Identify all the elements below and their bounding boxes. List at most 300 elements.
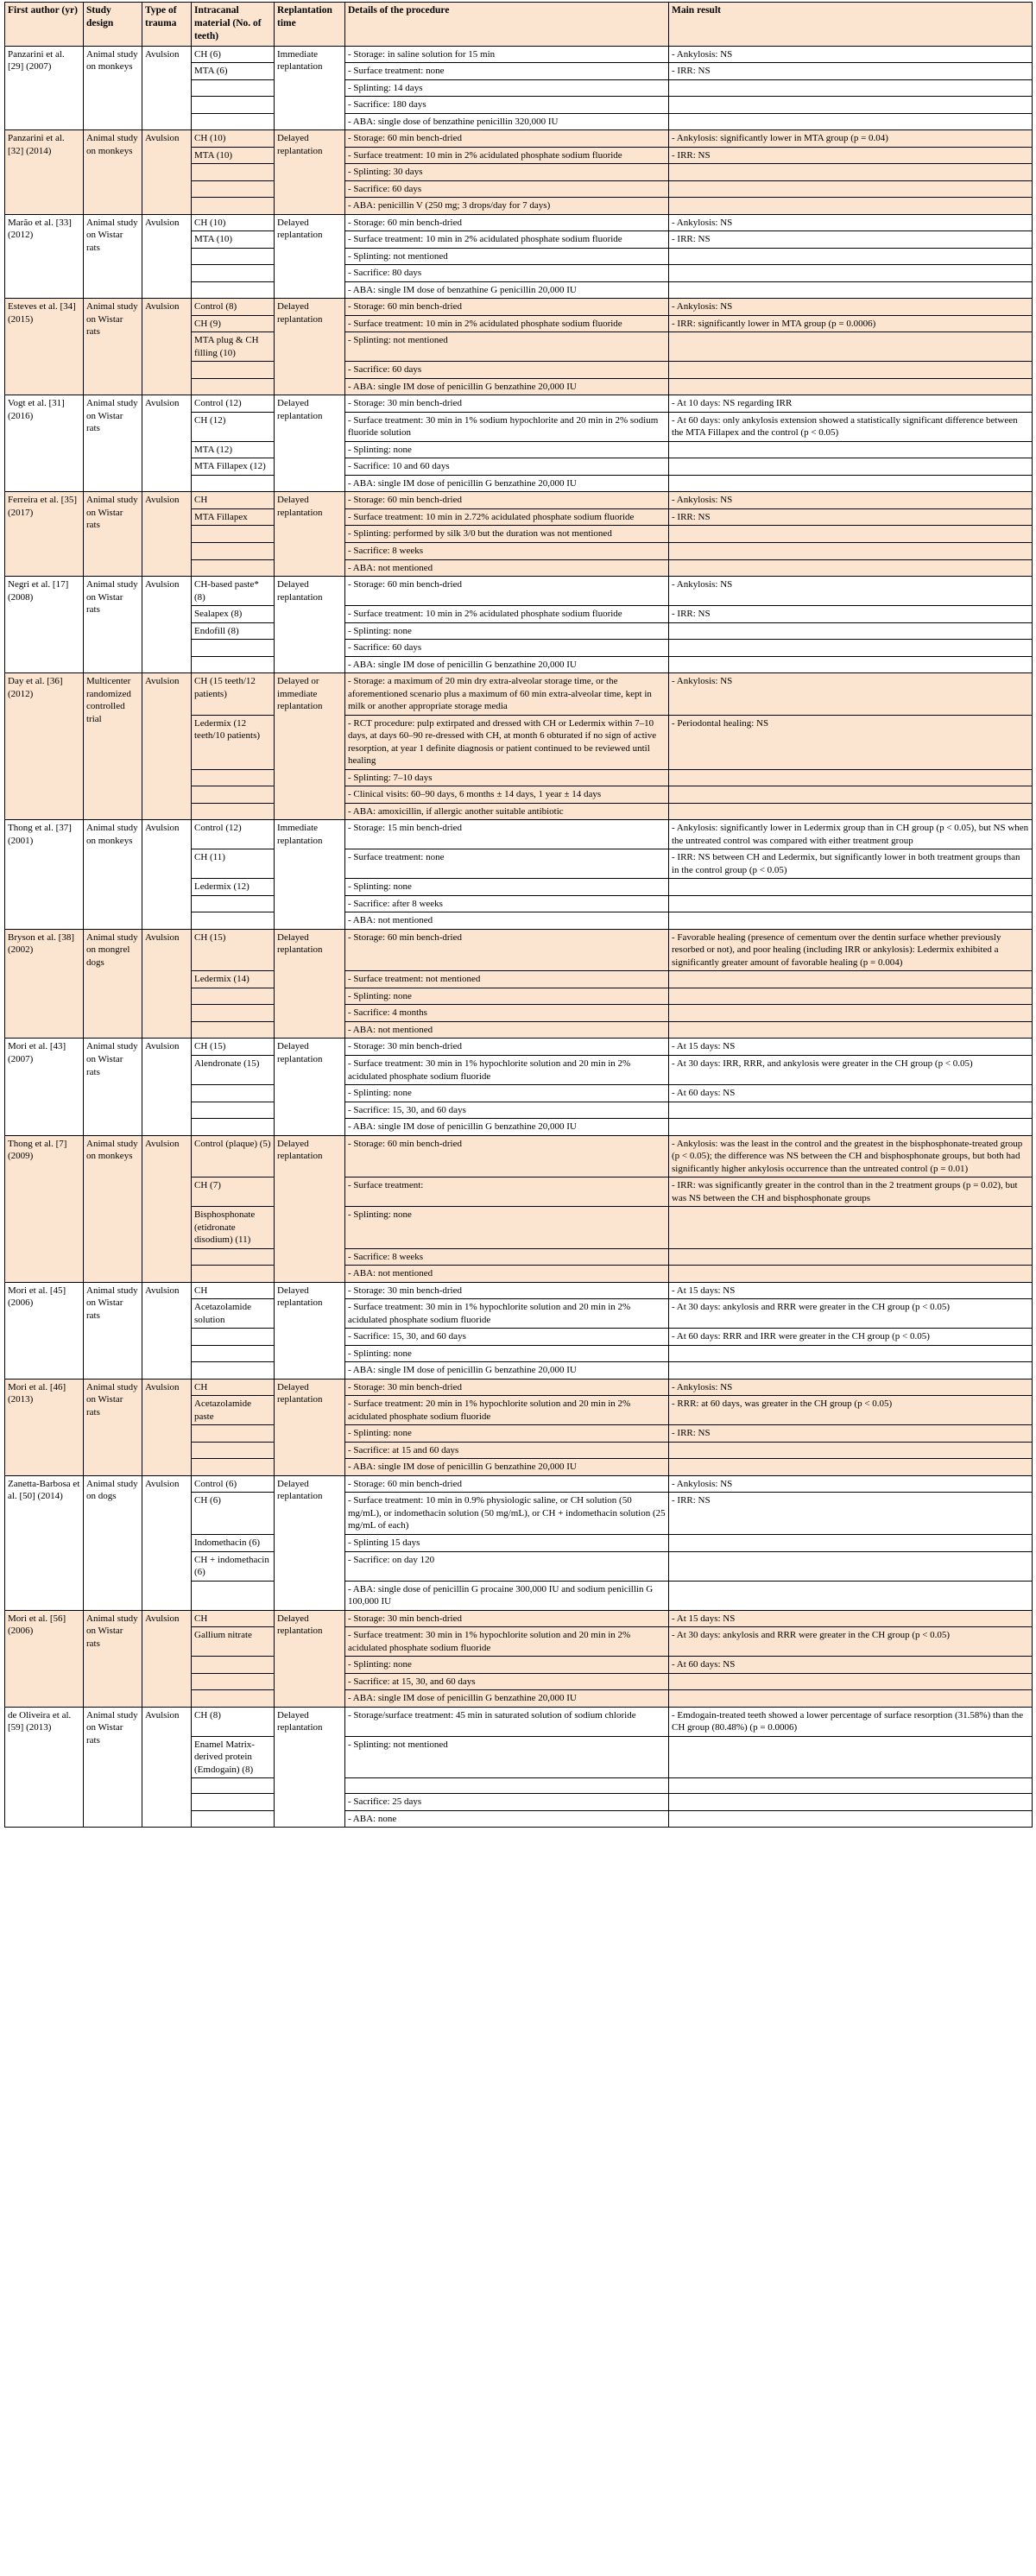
study-trauma: Avulsion: [142, 929, 192, 1039]
main-result-cell: - Periodontal healing: NS: [669, 715, 1033, 769]
procedure-detail-cell: - Surface treatment: not mentioned: [345, 971, 669, 988]
header-intracanal-material: Intracanal material (No. of teeth): [192, 3, 275, 47]
procedure-detail-cell: - Surface treatment: 30 min in 1% sodium hypochlorite and 20 min in 2% sodium fluoride solution: [345, 412, 669, 441]
main-result-cell: [669, 1207, 1033, 1249]
main-result-cell: - IRR: significantly lower in MTA group (p = 0.0006): [669, 315, 1033, 332]
main-result-cell: [669, 79, 1033, 97]
header-trauma-type: Type of trauma: [142, 3, 192, 47]
material-cell: [192, 475, 275, 492]
procedure-detail-cell: - Surface treatment: none: [345, 63, 669, 80]
procedure-detail-cell: - ABA: none: [345, 1810, 669, 1828]
main-result-cell: [669, 622, 1033, 640]
procedure-detail-cell: - Sacrifice: after 8 weeks: [345, 895, 669, 912]
procedure-detail-cell: - Surface treatment: 30 min in 1% hypochlorite solution and 20 min in 2% acidulated phosphate sodium fluoride: [345, 1056, 669, 1085]
material-cell: [192, 912, 275, 930]
material-cell: CH-based paste* (8): [192, 577, 275, 606]
material-cell: [192, 1657, 275, 1674]
main-result-cell: - IRR: was significantly greater in the control than in the 2 treatment groups (p = 0.02), but was NS between the CH and bisphosphonate groups: [669, 1178, 1033, 1207]
main-result-cell: - At 60 days: only ankylosis extension showed a statistically significant difference between the MTA Fillapex and the control (p < 0.05): [669, 412, 1033, 441]
procedure-detail-cell: - Splinting: none: [345, 1657, 669, 1674]
main-result-cell: [669, 441, 1033, 458]
procedure-detail-cell: - Splinting: 14 days: [345, 79, 669, 97]
material-cell: CH (12): [192, 412, 275, 441]
procedure-detail-cell: - Sacrifice: at 15, 30, and 60 days: [345, 1673, 669, 1690]
table-row: [5, 395, 1033, 413]
procedure-detail-cell: - Surface treatment: 10 min in 2% acidulated phosphate sodium fluoride: [345, 231, 669, 249]
study-author: Bryson et al. [38] (2002): [5, 929, 84, 1039]
study-trauma: Avulsion: [142, 395, 192, 492]
procedure-detail-cell: - Sacrifice: 80 days: [345, 265, 669, 282]
material-cell: [192, 1442, 275, 1459]
main-result-cell: [669, 1778, 1033, 1794]
procedure-detail-cell: - ABA: single IM dose of penicillin G benzathine 20,000 IU: [345, 1362, 669, 1380]
main-result-cell: - IRR: NS: [669, 1425, 1033, 1443]
main-result-cell: - IRR: NS: [669, 63, 1033, 80]
study-author: Vogt et al. [31] (2016): [5, 395, 84, 492]
material-cell: CH (8): [192, 1707, 275, 1736]
main-result-cell: - At 15 days: NS: [669, 1610, 1033, 1627]
procedure-detail-cell: - ABA: amoxicillin, if allergic another suitable antibiotic: [345, 803, 669, 820]
study-replantation-time: Delayed replantation: [275, 1475, 345, 1610]
procedure-detail-cell: - Splinting: not mentioned: [345, 1736, 669, 1778]
procedure-detail-cell: - Storage: 30 min bench-dried: [345, 395, 669, 413]
procedure-detail-cell: - Surface treatment: none: [345, 849, 669, 879]
material-cell: Control (8): [192, 299, 275, 316]
procedure-detail-cell: - ABA: single IM dose of penicillin G benzathine 20,000 IU: [345, 475, 669, 492]
procedure-detail-cell: - Sacrifice: 60 days: [345, 362, 669, 379]
procedure-detail-cell: - Sacrifice: 25 days: [345, 1794, 669, 1811]
material-cell: [192, 1425, 275, 1443]
main-result-cell: [669, 988, 1033, 1005]
main-result-cell: [669, 1459, 1033, 1476]
procedure-detail-cell: - Sacrifice: 180 days: [345, 97, 669, 114]
study-design: Animal study on Wistar rats: [84, 492, 142, 577]
procedure-detail-cell: - Sacrifice: 60 days: [345, 180, 669, 198]
procedure-detail-cell: - ABA: single IM dose of penicillin G benzathine 20,000 IU: [345, 1690, 669, 1708]
table-row: [5, 673, 1033, 716]
header-replantation-time: Replantation time: [275, 3, 345, 47]
study-replantation-time: Delayed or immediate replantation: [275, 673, 345, 820]
main-result-cell: [669, 378, 1033, 395]
study-replantation-time: Immediate replantation: [275, 46, 345, 130]
procedure-detail-cell: - Splinting: none: [345, 441, 669, 458]
material-cell: [192, 1119, 275, 1136]
study-author: Thong et al. [7] (2009): [5, 1135, 84, 1282]
procedure-detail-cell: - Storage: 30 min bench-dried: [345, 1282, 669, 1299]
procedure-detail-cell: - Splinting: none: [345, 1425, 669, 1443]
table-row: [5, 1039, 1033, 1056]
main-result-cell: - IRR: NS: [669, 508, 1033, 526]
material-cell: CH (11): [192, 849, 275, 879]
procedure-detail-cell: - ABA: penicillin V (250 mg; 3 drops/day for 7 days): [345, 198, 669, 215]
main-result-cell: - Ankylosis: was the least in the control and the greatest in the bisphosphonate-treated group (p < 0.05); the difference was NS between the CH and bisphosphonate groups, but both had significantly higher ankylosis occurrence than the untreated control (p = 0.01): [669, 1135, 1033, 1178]
material-cell: Sealapex (8): [192, 606, 275, 623]
study-trauma: Avulsion: [142, 1707, 192, 1828]
study-trauma: Avulsion: [142, 1379, 192, 1475]
main-result-cell: - Favorable healing (presence of cementum over the dentin surface whether previously resorbed or not), and poor healing (including IRR or ankylosis): Ledermix exhibited a significantly greater amount of favorable healing (p = 0.004): [669, 929, 1033, 971]
header-procedure-details: Details of the procedure: [345, 3, 669, 47]
material-cell: MTA Fillapex (12): [192, 458, 275, 476]
main-result-cell: [669, 1362, 1033, 1380]
main-result-cell: - Ankylosis: significantly lower in Ledermix group than in CH group (p < 0.05), but NS when the untreated control was compared with either treatment group: [669, 820, 1033, 849]
material-cell: [192, 1266, 275, 1283]
material-cell: CH: [192, 1610, 275, 1627]
main-result-cell: - At 60 days: NS: [669, 1657, 1033, 1674]
procedure-detail-cell: - Splinting: none: [345, 1345, 669, 1362]
material-cell: [192, 378, 275, 395]
material-cell: Ledermix (14): [192, 971, 275, 988]
material-cell: MTA Fillapex: [192, 508, 275, 526]
study-author: Day et al. [36] (2012): [5, 673, 84, 820]
study-design: Animal study on mongrel dogs: [84, 929, 142, 1039]
material-cell: [192, 1362, 275, 1380]
material-cell: CH (9): [192, 315, 275, 332]
study-author: Negri et al. [17] (2008): [5, 577, 84, 673]
main-result-cell: [669, 265, 1033, 282]
table-row: [5, 820, 1033, 849]
procedure-detail-cell: - Clinical visits: 60–90 days, 6 months ± 14 days, 1 year ± 14 days: [345, 786, 669, 804]
study-trauma: Avulsion: [142, 1282, 192, 1379]
procedure-detail-cell: - Surface treatment: 10 min in 2.72% acidulated phosphate sodium fluoride: [345, 508, 669, 526]
procedure-detail-cell: - ABA: single dose of benzathine penicillin 320,000 IU: [345, 113, 669, 130]
study-trauma: Avulsion: [142, 1039, 192, 1135]
material-cell: Ledermix (12): [192, 879, 275, 896]
study-replantation-time: Immediate replantation: [275, 820, 345, 930]
procedure-detail-cell: - ABA: not mentioned: [345, 1021, 669, 1039]
procedure-detail-cell: - ABA: single dose of penicillin G procaine 300,000 IU and sodium penicillin G 100,000 IU: [345, 1581, 669, 1610]
material-cell: CH (10): [192, 130, 275, 148]
table-row: [5, 1282, 1033, 1299]
procedure-detail-cell: - Sacrifice: 15, 30, and 60 days: [345, 1329, 669, 1346]
material-cell: CH (6): [192, 1493, 275, 1535]
main-result-cell: - Ankylosis: NS: [669, 1379, 1033, 1396]
procedure-detail-cell: - Storage: 60 min bench-dried: [345, 577, 669, 606]
main-result-cell: - At 60 days: RRR and IRR were greater in the CH group (p < 0.05): [669, 1329, 1033, 1346]
study-replantation-time: Delayed replantation: [275, 1610, 345, 1707]
procedure-detail-cell: - Splinting: not mentioned: [345, 248, 669, 265]
material-cell: [192, 198, 275, 215]
table-row: [5, 1135, 1033, 1178]
material-cell: Ledermix (12 teeth/10 patients): [192, 715, 275, 769]
material-cell: CH (15): [192, 1039, 275, 1056]
procedure-detail-cell: - Storage: 60 min bench-dried: [345, 929, 669, 971]
procedure-detail-cell: - Storage: in saline solution for 15 min: [345, 46, 669, 63]
table-row: [5, 130, 1033, 148]
procedure-detail-cell: - Splinting: none: [345, 1085, 669, 1102]
table-row: [5, 299, 1033, 316]
material-cell: [192, 1021, 275, 1039]
study-replantation-time: Delayed replantation: [275, 1282, 345, 1379]
study-replantation-time: Delayed replantation: [275, 1379, 345, 1475]
study-design: Animal study on Wistar rats: [84, 214, 142, 299]
material-cell: Gallium nitrate: [192, 1627, 275, 1657]
main-result-cell: [669, 248, 1033, 265]
main-result-cell: [669, 895, 1033, 912]
main-result-cell: [669, 542, 1033, 559]
material-cell: Indomethacin (6): [192, 1534, 275, 1551]
material-cell: Acetazolamide solution: [192, 1299, 275, 1329]
material-cell: [192, 1085, 275, 1102]
main-result-cell: [669, 526, 1033, 543]
main-result-cell: [669, 1810, 1033, 1828]
table-body: [5, 46, 1033, 1828]
main-result-cell: - Ankylosis: NS: [669, 577, 1033, 606]
study-replantation-time: Delayed replantation: [275, 299, 345, 395]
main-result-cell: - IRR: NS: [669, 1493, 1033, 1535]
material-cell: [192, 113, 275, 130]
study-design: Animal study on monkeys: [84, 46, 142, 130]
procedure-detail-cell: - Sacrifice: on day 120: [345, 1551, 669, 1581]
main-result-cell: [669, 1794, 1033, 1811]
table-row: [5, 1610, 1033, 1627]
material-cell: Acetazolamide paste: [192, 1396, 275, 1425]
material-cell: Control (6): [192, 1475, 275, 1493]
material-cell: MTA plug & CH filling (10): [192, 332, 275, 362]
study-design: Animal study on monkeys: [84, 820, 142, 930]
study-replantation-time: Delayed replantation: [275, 395, 345, 492]
main-result-cell: [669, 281, 1033, 299]
main-result-cell: [669, 559, 1033, 577]
material-cell: CH: [192, 1379, 275, 1396]
study-design: Multicenter randomized controlled trial: [84, 673, 142, 820]
main-result-cell: [669, 198, 1033, 215]
main-result-cell: - Ankylosis: NS: [669, 1475, 1033, 1493]
main-result-cell: [669, 640, 1033, 657]
main-result-cell: - IRR: NS between CH and Ledermix, but significantly lower in both treatment groups than in the control group (p < 0.05): [669, 849, 1033, 879]
procedure-detail-cell: - Storage: 60 min bench-dried: [345, 214, 669, 231]
main-result-cell: [669, 1005, 1033, 1022]
material-cell: [192, 1778, 275, 1794]
material-cell: Control (12): [192, 395, 275, 413]
main-result-cell: [669, 1442, 1033, 1459]
material-cell: [192, 988, 275, 1005]
study-trauma: Avulsion: [142, 130, 192, 215]
material-cell: [192, 281, 275, 299]
material-cell: [192, 1005, 275, 1022]
table-row: [5, 1379, 1033, 1396]
procedure-detail-cell: - Splinting: 30 days: [345, 164, 669, 181]
table-row: [5, 492, 1033, 509]
study-trauma: Avulsion: [142, 577, 192, 673]
procedure-detail-cell: - Splinting: not mentioned: [345, 332, 669, 362]
main-result-cell: [669, 362, 1033, 379]
material-cell: [192, 559, 275, 577]
main-result-cell: [669, 332, 1033, 362]
main-result-cell: [669, 786, 1033, 804]
material-cell: [192, 1345, 275, 1362]
material-cell: CH (7): [192, 1178, 275, 1207]
material-cell: CH: [192, 492, 275, 509]
material-cell: MTA (12): [192, 441, 275, 458]
procedure-detail-cell: - ABA: not mentioned: [345, 559, 669, 577]
procedure-detail-cell: - Sacrifice: 4 months: [345, 1005, 669, 1022]
procedure-detail-cell: - Storage: 60 min bench-dried: [345, 299, 669, 316]
table-container: [4, 2, 1032, 1828]
study-trauma: Avulsion: [142, 1610, 192, 1707]
material-cell: [192, 803, 275, 820]
header-main-result: Main result: [669, 3, 1033, 47]
procedure-detail-cell: - Storage: 30 min bench-dried: [345, 1039, 669, 1056]
study-design: Animal study on monkeys: [84, 1135, 142, 1282]
study-design: Animal study on Wistar rats: [84, 299, 142, 395]
table-row: [5, 577, 1033, 606]
procedure-detail-cell: - Sacrifice: 60 days: [345, 640, 669, 657]
procedure-detail-cell: - Surface treatment:: [345, 1178, 669, 1207]
main-result-cell: - At 30 days: IRR, RRR, and ankylosis were greater in the CH group (p < 0.05): [669, 1056, 1033, 1085]
main-result-cell: - Ankylosis: significantly lower in MTA group (p = 0.04): [669, 130, 1033, 148]
main-result-cell: - IRR: NS: [669, 231, 1033, 249]
procedure-detail-cell: - Storage: 60 min bench-dried: [345, 1135, 669, 1178]
study-replantation-time: Delayed replantation: [275, 130, 345, 215]
header-study-design: Study design: [84, 3, 142, 47]
header-row: [5, 3, 1033, 47]
study-replantation-time: Delayed replantation: [275, 1039, 345, 1135]
study-author: Panzarini et al. [29] (2007): [5, 46, 84, 130]
material-cell: Enamel Matrix-derived protein (Emdogain) (8): [192, 1736, 275, 1778]
table-row: [5, 46, 1033, 63]
main-result-cell: [669, 656, 1033, 673]
material-cell: [192, 640, 275, 657]
material-cell: [192, 1673, 275, 1690]
main-result-cell: [669, 769, 1033, 786]
procedure-detail-cell: - Surface treatment: 20 min in 1% hypochlorite solution and 20 min in 2% acidulated phosphate sodium fluoride: [345, 1396, 669, 1425]
study-trauma: Avulsion: [142, 214, 192, 299]
material-cell: [192, 180, 275, 198]
main-result-cell: - Ankylosis: NS: [669, 492, 1033, 509]
main-result-cell: - At 30 days: ankylosis and RRR were greater in the CH group (p < 0.05): [669, 1627, 1033, 1657]
main-result-cell: - Ankylosis: NS: [669, 214, 1033, 231]
study-trauma: Avulsion: [142, 299, 192, 395]
main-result-cell: [669, 458, 1033, 476]
procedure-detail-cell: - Storage: 60 min bench-dried: [345, 1475, 669, 1493]
material-cell: [192, 265, 275, 282]
study-author: Panzarini et al. [32] (2014): [5, 130, 84, 215]
material-cell: [192, 1329, 275, 1346]
study-author: Mori et al. [45] (2006): [5, 1282, 84, 1379]
procedure-detail-cell: - Splinting: none: [345, 1207, 669, 1249]
main-result-cell: [669, 475, 1033, 492]
study-design: Animal study on Wistar rats: [84, 1707, 142, 1828]
study-author: Mori et al. [56] (2006): [5, 1610, 84, 1707]
study-trauma: Avulsion: [142, 673, 192, 820]
material-cell: [192, 542, 275, 559]
material-cell: [192, 164, 275, 181]
main-result-cell: [669, 1736, 1033, 1778]
procedure-detail-cell: - ABA: single IM dose of penicillin G benzathine 20,000 IU: [345, 656, 669, 673]
main-result-cell: - Ankylosis: NS: [669, 673, 1033, 716]
study-replantation-time: Delayed replantation: [275, 577, 345, 673]
procedure-detail-cell: - Storage/surface treatment: 45 min in saturated solution of sodium chloride: [345, 1707, 669, 1736]
procedure-detail-cell: - Storage: 60 min bench-dried: [345, 492, 669, 509]
table-row: [5, 1475, 1033, 1493]
procedure-detail-cell: - Splinting: none: [345, 622, 669, 640]
main-result-cell: [669, 1534, 1033, 1551]
procedure-detail-cell: - Sacrifice: at 15 and 60 days: [345, 1442, 669, 1459]
study-trauma: Avulsion: [142, 1475, 192, 1610]
header-first-author: First author (yr): [5, 3, 84, 47]
procedure-detail-cell: - Sacrifice: 10 and 60 days: [345, 458, 669, 476]
table-row: [5, 214, 1033, 231]
procedure-detail-cell: - Storage: 30 min bench-dried: [345, 1610, 669, 1627]
procedure-detail-cell: - Storage: 30 min bench-dried: [345, 1379, 669, 1396]
procedure-detail-cell: - ABA: not mentioned: [345, 912, 669, 930]
procedure-detail-cell: - ABA: single IM dose of penicillin G benzathine 20,000 IU: [345, 1119, 669, 1136]
material-cell: [192, 656, 275, 673]
material-cell: CH (10): [192, 214, 275, 231]
material-cell: MTA (10): [192, 231, 275, 249]
study-author: Ferreira et al. [35] (2017): [5, 492, 84, 577]
main-result-cell: [669, 113, 1033, 130]
main-result-cell: - At 15 days: NS: [669, 1039, 1033, 1056]
procedure-detail-cell: - Splinting: 7–10 days: [345, 769, 669, 786]
procedure-detail-cell: - ABA: not mentioned: [345, 1266, 669, 1283]
material-cell: MTA (10): [192, 147, 275, 164]
study-design: Animal study on Wistar rats: [84, 395, 142, 492]
main-result-cell: [669, 97, 1033, 114]
procedure-detail-cell: - ABA: single IM dose of penicillin G benzathine 20,000 IU: [345, 378, 669, 395]
main-result-cell: [669, 1102, 1033, 1119]
main-result-cell: - RRR: at 60 days, was greater in the CH group (p < 0.05): [669, 1396, 1033, 1425]
main-result-cell: [669, 912, 1033, 930]
procedure-detail-cell: - Sacrifice: 15, 30, and 60 days: [345, 1102, 669, 1119]
main-result-cell: [669, 1551, 1033, 1581]
main-result-cell: [669, 1266, 1033, 1283]
study-design: Animal study on Wistar rats: [84, 577, 142, 673]
material-cell: [192, 362, 275, 379]
study-replantation-time: Delayed replantation: [275, 1135, 345, 1282]
procedure-detail-cell: - Surface treatment: 10 min in 2% acidulated phosphate sodium fluoride: [345, 147, 669, 164]
procedure-detail-cell: - RCT procedure: pulp extirpated and dressed with CH or Ledermix within 7–10 days, at days 60–90 re-dressed with CH, at month 6 obturated if no sign of active resorption, at year 1 definite diagnosis or patient continued to be reviewed until healing: [345, 715, 669, 769]
material-cell: CH (15): [192, 929, 275, 971]
procedure-detail-cell: - Storage: 15 min bench-dried: [345, 820, 669, 849]
procedure-detail-cell: - Splinting 15 days: [345, 1534, 669, 1551]
study-design: Animal study on Wistar rats: [84, 1039, 142, 1135]
studies-table: [4, 2, 1033, 1828]
study-design: Animal study on monkeys: [84, 130, 142, 215]
procedure-detail-cell: - Surface treatment: 30 min in 1% hypochlorite solution and 20 min in 2% acidulated phosphate sodium fluoride: [345, 1627, 669, 1657]
study-author: Marão et al. [33] (2012): [5, 214, 84, 299]
material-cell: [192, 1690, 275, 1708]
study-author: de Oliveira et al. [59] (2013): [5, 1707, 84, 1828]
material-cell: Endofill (8): [192, 622, 275, 640]
main-result-cell: [669, 1119, 1033, 1136]
main-result-cell: [669, 1345, 1033, 1362]
procedure-detail-cell: - Storage: a maximum of 20 min dry extra-alveolar storage time, or the aforementioned scenario plus a maximum of 60 min extra-alveolar time, kept in milk or another appropriate storage media: [345, 673, 669, 716]
study-design: Animal study on Wistar rats: [84, 1379, 142, 1475]
material-cell: [192, 526, 275, 543]
material-cell: [192, 769, 275, 786]
material-cell: [192, 1248, 275, 1266]
study-author: Zanetta-Barbosa et al. [50] (2014): [5, 1475, 84, 1610]
main-result-cell: - Emdogain-treated teeth showed a lower percentage of surface resorption (31.58%) than the CH group (80.48%) (p = 0.0006): [669, 1707, 1033, 1736]
main-result-cell: - IRR: NS: [669, 147, 1033, 164]
main-result-cell: [669, 164, 1033, 181]
material-cell: [192, 786, 275, 804]
procedure-detail-cell: - Splinting: performed by silk 3/0 but the duration was not mentioned: [345, 526, 669, 543]
material-cell: [192, 1581, 275, 1610]
main-result-cell: - At 15 days: NS: [669, 1282, 1033, 1299]
material-cell: CH (15 teeth/12 patients): [192, 673, 275, 716]
material-cell: Control (12): [192, 820, 275, 849]
procedure-detail-cell: - Surface treatment: 30 min in 1% hypochlorite solution and 20 min in 2% acidulated phosphate sodium fluoride: [345, 1299, 669, 1329]
material-cell: [192, 895, 275, 912]
main-result-cell: [669, 971, 1033, 988]
table-row: [5, 929, 1033, 971]
material-cell: [192, 1794, 275, 1811]
main-result-cell: [669, 1248, 1033, 1266]
main-result-cell: [669, 803, 1033, 820]
main-result-cell: [669, 1673, 1033, 1690]
